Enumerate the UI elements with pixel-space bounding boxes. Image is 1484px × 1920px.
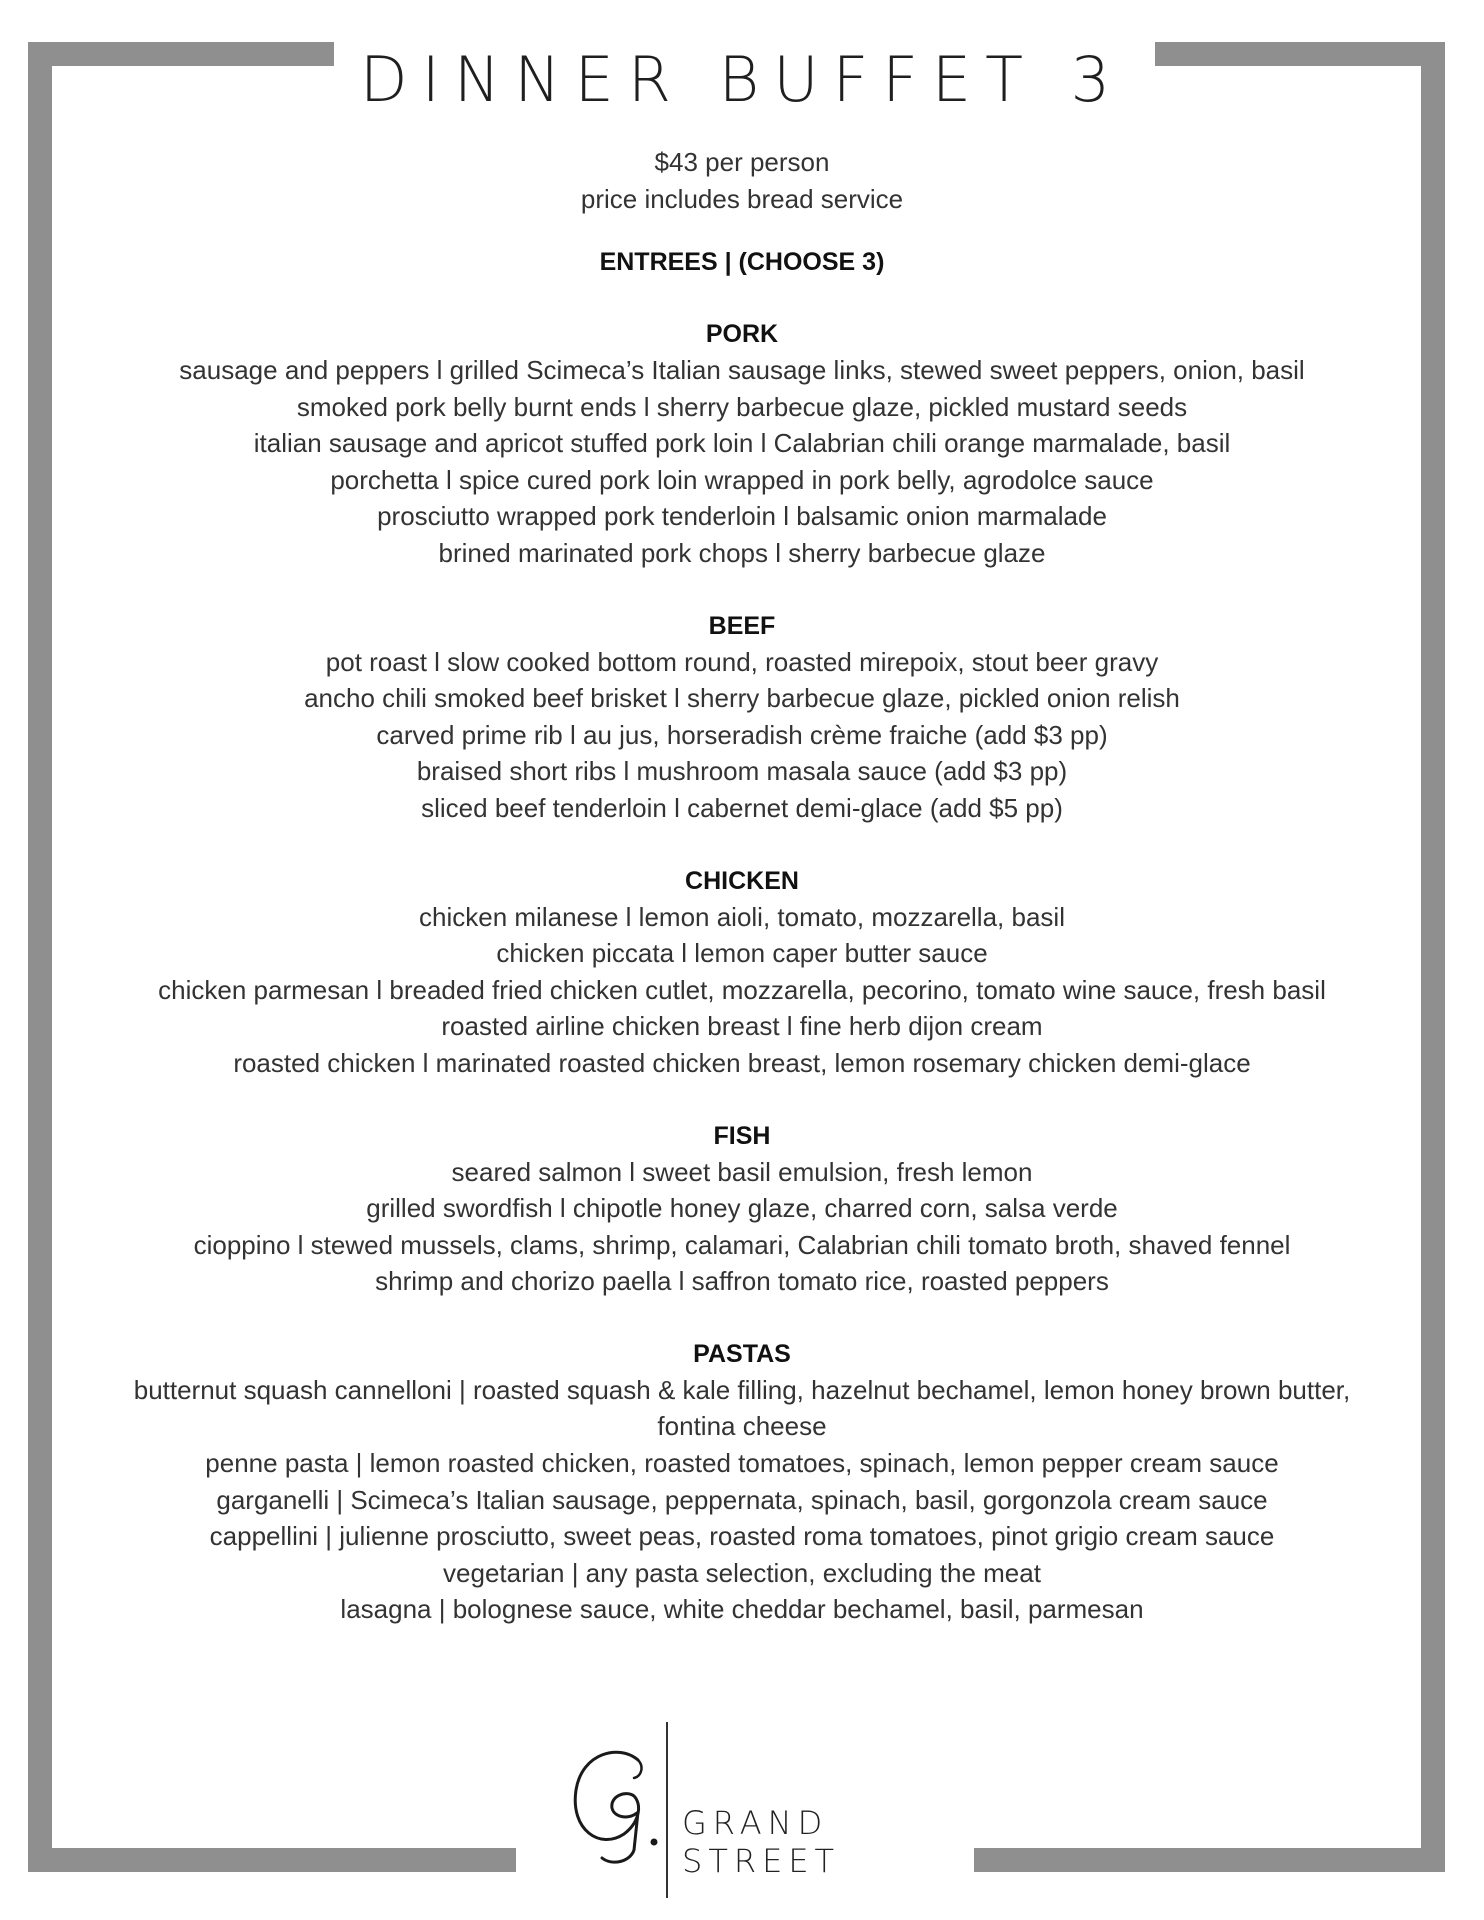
- menu-item: chicken parmesan l breaded fried chicken cutlet, mozzarella, pecorino, tomato wine sauce, fresh basil: [158, 974, 1326, 1005]
- section-title-chicken: CHICKEN: [685, 866, 799, 895]
- section-title-pastas: PASTAS: [693, 1339, 791, 1368]
- menu-item: braised short ribs l mushroom masala sauce (add $3 pp): [416, 756, 1068, 787]
- menu-item: pot roast l slow cooked bottom round, roasted mirepoix, stout beer gravy: [325, 646, 1159, 677]
- logo-divider: [666, 1722, 668, 1898]
- menu-item: porchetta l spice cured pork loin wrapped in pork belly, agrodolce sauce: [330, 464, 1154, 495]
- menu-item: butternut squash cannelloni | roasted squash & kale filling, hazelnut bechamel, lemon honey brown butter, fontina cheese: [133, 1374, 1351, 1442]
- price-text: $43 per person: [654, 147, 830, 177]
- menu-item: roasted airline chicken breast l fine herb dijon cream: [441, 1011, 1043, 1042]
- menu-item: seared salmon l sweet basil emulsion, fresh lemon: [451, 1156, 1033, 1187]
- menu-item: italian sausage and apricot stuffed pork loin l Calabrian chili orange marmalade, basil: [253, 428, 1231, 459]
- menu-item: brined marinated pork chops l sherry barbecue glaze: [438, 537, 1046, 568]
- section-pork: [100, 316, 1384, 572]
- frame-right-bar: [1421, 42, 1445, 1872]
- menu-item: smoked pork belly burnt ends l sherry barbecue glaze, pickled mustard seeds: [296, 391, 1188, 422]
- menu-item: ancho chili smoked beef brisket l sherry barbecue glaze, pickled onion relish: [304, 683, 1180, 714]
- menu-item: grilled swordfish l chipotle honey glaze, charred corn, salsa verde: [366, 1193, 1118, 1224]
- menu-item: shrimp and chorizo paella l saffron tomato rice, roasted peppers: [375, 1266, 1109, 1297]
- page-title: DINNER BUFFET 3: [359, 43, 1125, 116]
- g-monogram-icon: [560, 1738, 670, 1868]
- menu-item: cioppino l stewed mussels, clams, shrimp, calamari, Calabrian chili tomato broth, shaved fennel: [193, 1229, 1291, 1260]
- section-chicken: [100, 863, 1384, 1082]
- menu-item: chicken milanese l lemon aioli, tomato, mozzarella, basil: [419, 901, 1065, 932]
- entrees-heading: ENTREES | (CHOOSE 3): [599, 248, 885, 276]
- menu-item: chicken piccata l lemon caper butter sauce: [496, 938, 988, 969]
- section-beef: [100, 608, 1384, 827]
- menu-content: [100, 244, 1384, 1664]
- menu-item: sliced beef tenderloin l cabernet demi-glace (add $5 pp): [421, 792, 1063, 823]
- menu-item: lasagna | bolognese sauce, white cheddar bechamel, basil, parmesan: [340, 1594, 1144, 1625]
- menu-item: garganelli | Scimeca’s Italian sausage, peppernata, spinach, basil, gorgonzola cream sauce: [216, 1484, 1268, 1515]
- menu-item: carved prime rib l au jus, horseradish crème fraiche (add $3 pp): [376, 719, 1108, 750]
- frame-bottom-right-bar: [974, 1848, 1445, 1872]
- menu-item: vegetarian | any pasta selection, excluding the meat: [443, 1557, 1041, 1588]
- menu-item: penne pasta | lemon roasted chicken, roasted tomatoes, spinach, lemon pepper cream sauce: [205, 1448, 1279, 1479]
- section-pastas: [100, 1336, 1384, 1628]
- frame-left-bar: [28, 42, 52, 1872]
- section-title-beef: BEEF: [708, 611, 776, 640]
- menu-item: sausage and peppers l grilled Scimeca’s Italian sausage links, stewed sweet peppers, onion, basil: [179, 355, 1305, 385]
- brand-logo: [540, 1718, 960, 1898]
- section-title-fish: FISH: [713, 1121, 771, 1150]
- price-note: price includes bread service: [580, 184, 904, 214]
- menu-item: cappellini | julienne prosciutto, sweet peas, roasted roma tomatoes, pinot grigio cream sauce: [209, 1521, 1275, 1552]
- menu-item: prosciutto wrapped pork tenderloin l balsamic onion marmalade: [377, 501, 1107, 532]
- frame-bottom-left-bar: [28, 1848, 516, 1872]
- section-title-pork: PORK: [705, 320, 779, 348]
- menu-item: roasted chicken l marinated roasted chicken breast, lemon rosemary chicken demi-glace: [233, 1047, 1251, 1078]
- section-fish: [100, 1118, 1384, 1300]
- brand-name: GRAND STREET: [682, 1804, 841, 1880]
